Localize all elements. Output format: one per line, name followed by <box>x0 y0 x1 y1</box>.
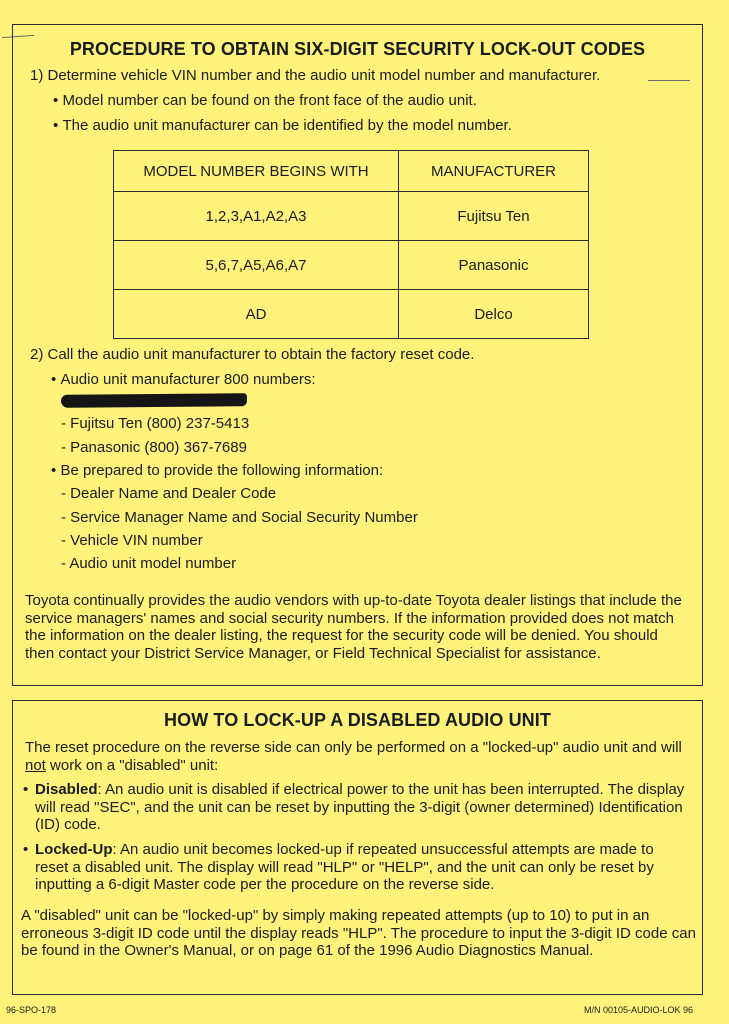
phone-number: - Fujitsu Ten (800) 237-5413 <box>61 415 250 432</box>
table-cell: 5,6,7,A5,A6,A7 <box>114 241 399 290</box>
lockup-section <box>12 700 703 995</box>
footer-code-left: 96-SPO-178 <box>6 1005 57 1015</box>
table-cell: Delco <box>399 290 589 339</box>
table-cell: 1,2,3,A1,A2,A3 <box>114 192 399 241</box>
manufacturer-table <box>113 150 589 339</box>
closing-paragraph: A "disabled" unit can be "locked-up" by simply making repeated attempts (up to 10) to put in an erroneous 3-digit ID code until the display reads "HLP". The procedure to input the 3-digit ID code can be found in the Owner's Manual, or on page 61 of the 1996 Audio Diagnostics Manual. <box>21 907 696 959</box>
lockout-procedure-section <box>12 24 703 686</box>
redaction-mark <box>61 393 247 408</box>
step-1: 1) Determine vehicle VIN number and the audio unit model number and manufacturer. <box>30 67 601 84</box>
info-item: - Service Manager Name and Social Security Number <box>61 509 418 526</box>
intro-paragraph: The reset procedure on the reverse side can only be performed on a "locked-up" audio unit and will not work on a "disabled" unit: <box>25 739 682 774</box>
table-cell: Panasonic <box>399 241 589 290</box>
info-item: - Audio unit model number <box>61 555 237 572</box>
bullet-item: • The audio unit manufacturer can be identified by the model number. <box>53 117 512 134</box>
info-item: - Vehicle VIN number <box>61 532 203 549</box>
table-header-row <box>114 151 589 192</box>
table-cell: AD <box>114 290 399 339</box>
table-row <box>114 241 589 290</box>
dealer-listing-paragraph: Toyota continually provides the audio vendors with up-to-date Toyota dealer listings that include the service managers' names and social security numbers. If the information provided does not match the information on the dealer listing, the request for the security code will be denied. You should then contact your District Service Manager, or Field Technical Specialist for assistance. <box>25 592 682 662</box>
table-header: MODEL NUMBER BEGINS WITH <box>114 151 399 192</box>
section-title: PROCEDURE TO OBTAIN SIX-DIGIT SECURITY LOCK-OUT CODES <box>69 39 646 59</box>
bullet-item: • Model number can be found on the front face of the audio unit. <box>53 92 477 109</box>
table-row <box>114 290 589 339</box>
bullet-item: • Be prepared to provide the following information: <box>51 462 384 479</box>
disabled-definition: • Disabled: An audio unit is disabled if electrical power to the unit has been interrupted. The display will read "SEC", and the unit can be reset by inputting the 3-digit (owner determined) Identification (ID) code. <box>23 781 685 833</box>
footer-code-right: M/N 00105-AUDIO-LOK 96 <box>584 1005 694 1015</box>
bullet-item: • Audio unit manufacturer 800 numbers: <box>51 371 316 388</box>
table-row <box>114 192 589 241</box>
phone-number: - Panasonic (800) 367-7689 <box>61 439 247 456</box>
lockedup-definition: • Locked-Up: An audio unit becomes locked-up if repeated unsuccessful attempts are made to reset a disabled unit. The display will read "HLP" or "HELP", and the unit can only be reset by inputting a 6-digit Master code per the procedure on the reverse side. <box>23 841 654 893</box>
table-header: MANUFACTURER <box>399 151 589 192</box>
table-cell: Fujitsu Ten <box>399 192 589 241</box>
step-2: 2) Call the audio unit manufacturer to obtain the factory reset code. <box>30 346 475 363</box>
info-item: - Dealer Name and Dealer Code <box>61 485 277 502</box>
section-title: HOW TO LOCK-UP A DISABLED AUDIO UNIT <box>164 710 551 730</box>
